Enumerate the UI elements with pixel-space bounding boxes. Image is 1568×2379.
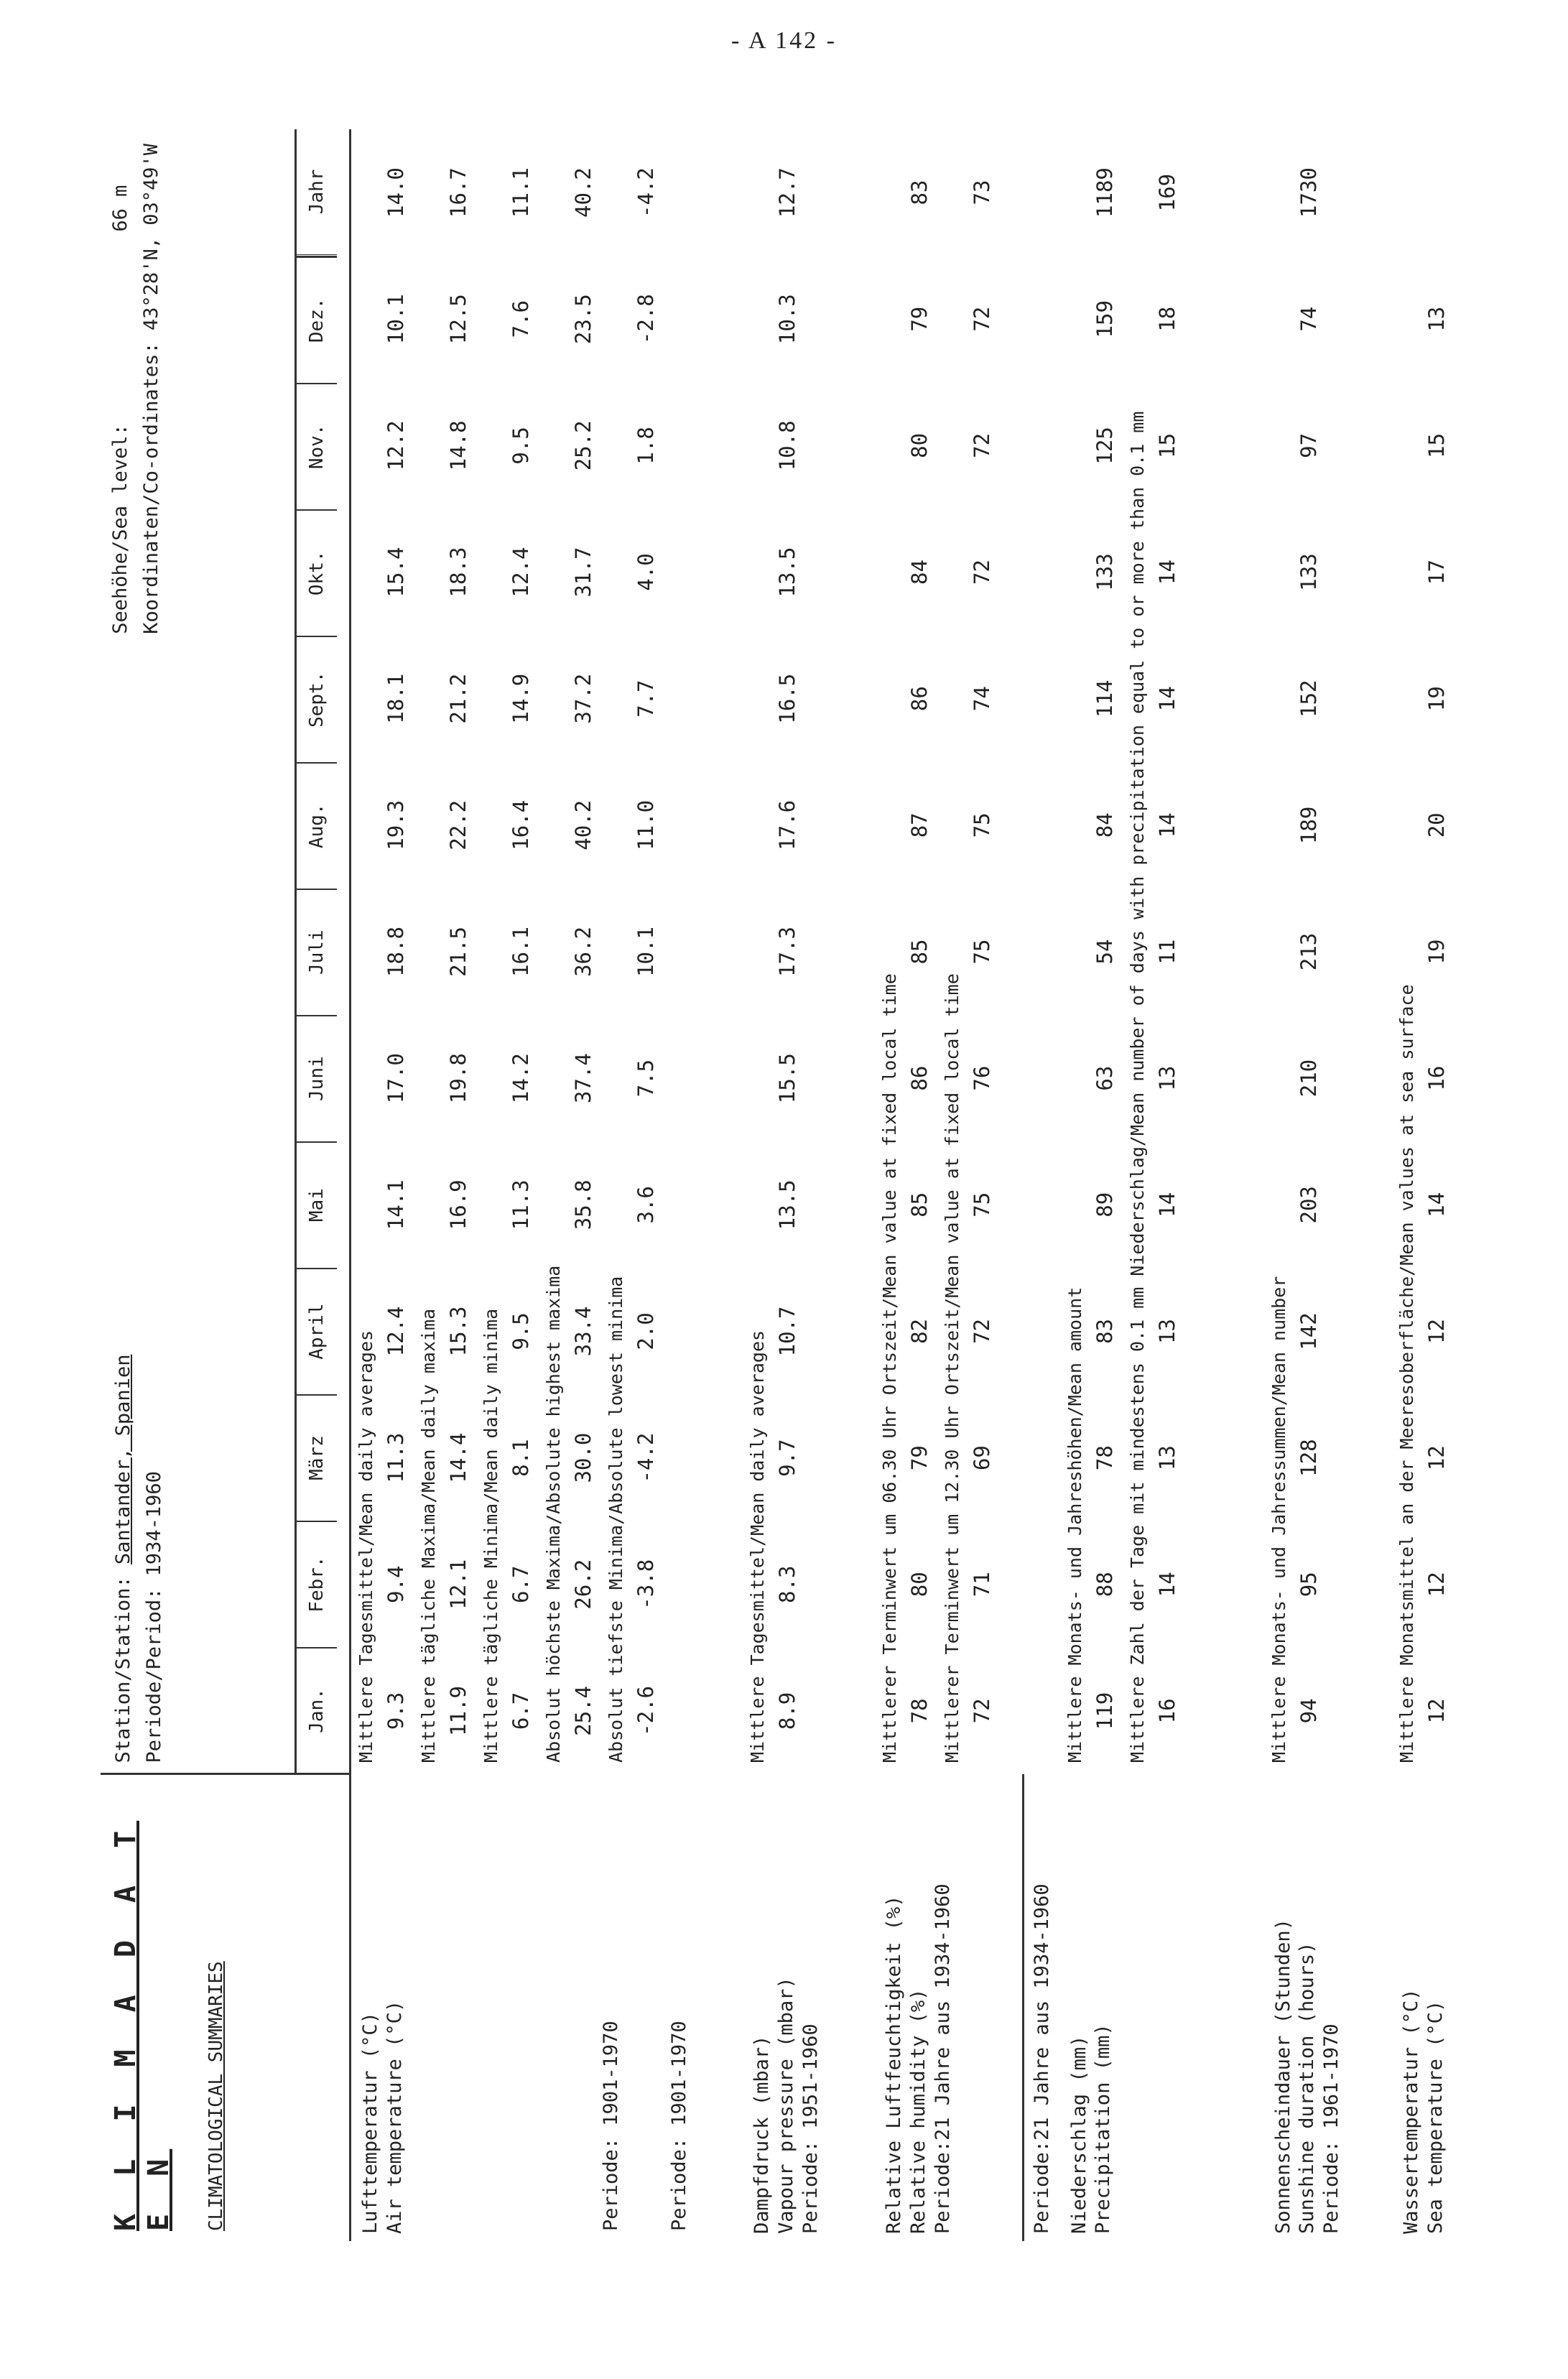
row-values	[628, 129, 664, 1774]
value-cell: 128	[1296, 1439, 1321, 1477]
block-label	[1264, 1774, 1393, 2241]
value-cell: 12.7	[775, 167, 800, 218]
row-description: Mittlere tägliche Maxima/Mean daily maxima	[417, 1308, 439, 1763]
value-cell: 169	[1154, 173, 1179, 212]
value-cell: 1.8	[633, 427, 658, 465]
block-label-line: Periode: 1961-1970	[1320, 2023, 1343, 2234]
value-cell: 16	[1424, 1065, 1449, 1091]
station-label: Station/Station:	[112, 1576, 134, 1763]
location-info	[105, 144, 167, 634]
value-cell: 1189	[1092, 167, 1117, 218]
value-cell: 19.3	[383, 799, 408, 850]
row-values	[1291, 129, 1327, 1774]
value-cell: 114	[1092, 680, 1117, 718]
row-values	[769, 129, 805, 1774]
row-description: Absolut tiefste Minima/Absolute lowest minima	[605, 1276, 626, 1763]
block-label	[1392, 1774, 1490, 2241]
value-cell: 97	[1296, 432, 1321, 458]
value-cell: 16.9	[445, 1179, 470, 1230]
value-cell	[1424, 129, 1449, 256]
value-cell: 20	[1424, 812, 1449, 838]
month-header-cell: März	[297, 1394, 337, 1521]
value-cell: 15	[1154, 432, 1179, 458]
month-header-cell: Mai	[297, 1141, 337, 1268]
value-cell: 13	[1154, 1445, 1179, 1471]
value-cell: 12.1	[445, 1559, 470, 1610]
block-label	[743, 1774, 875, 2241]
value-cell: 73	[970, 180, 995, 205]
month-header-cell: Jahr	[297, 129, 337, 256]
value-cell: 54	[1092, 939, 1117, 965]
value-cell: 12.4	[383, 1306, 408, 1357]
value-cell: 119	[1092, 1692, 1117, 1730]
value-cell: 13.5	[775, 547, 800, 598]
value-cell: 94	[1296, 1698, 1321, 1724]
header-left	[101, 1774, 350, 2241]
block-label-line: Wassertemperatur (°C)	[1400, 1988, 1423, 2234]
value-cell: 19	[1424, 939, 1449, 965]
value-cell: 72	[970, 306, 995, 332]
row-period: Periode: 1901-1970	[599, 2021, 622, 2231]
value-cell: 11.9	[445, 1686, 470, 1736]
value-cell: 63	[1092, 1065, 1117, 1091]
value-cell: 2.0	[633, 1312, 658, 1350]
value-cell: 15.4	[383, 547, 408, 598]
value-cell: 142	[1296, 1312, 1321, 1350]
value-cell: 74	[970, 686, 995, 712]
value-cell: 12	[1424, 1698, 1449, 1724]
value-cell: 17.0	[383, 1053, 408, 1104]
value-cell: 86	[907, 686, 932, 712]
header-right	[101, 129, 350, 1774]
value-cell: 79	[907, 306, 932, 332]
month-header-cell: Nov.	[297, 383, 337, 509]
value-cell: 15.5	[775, 1053, 800, 1104]
row-values	[1087, 129, 1123, 1774]
value-cell: 152	[1296, 680, 1321, 718]
block-values	[1264, 129, 1393, 1774]
block-label	[1060, 1774, 1264, 2241]
block-label-line: Lufttemperatur (°C)	[358, 2012, 381, 2234]
row-values	[1149, 129, 1185, 1774]
value-cell: 11.1	[508, 167, 533, 218]
value-cell: 83	[907, 180, 932, 205]
value-cell: 88	[1092, 1572, 1117, 1597]
block-label-line: Periode: 1951-1960	[799, 2023, 822, 2234]
value-cell: 84	[907, 560, 932, 585]
value-cell: 11.3	[383, 1432, 408, 1483]
sea-level-unit: m	[109, 185, 131, 197]
value-cell: 84	[1092, 812, 1117, 838]
value-cell: 16.5	[775, 673, 800, 724]
value-cell: 31.7	[570, 547, 595, 598]
coordinates-label: Koordinaten/Co-ordinates:	[140, 342, 163, 634]
row-values	[964, 129, 1000, 1774]
value-cell: 9.5	[508, 427, 533, 465]
row-period: Periode: 1901-1970	[667, 2021, 690, 2231]
value-cell: 189	[1296, 806, 1321, 845]
value-cell: 17	[1424, 560, 1449, 585]
value-cell: 11	[1154, 939, 1179, 965]
value-cell: -3.8	[633, 1559, 658, 1610]
row-description: Mittlere Tagesmittel/Mean daily averages	[747, 1330, 769, 1763]
value-cell: 23.5	[570, 294, 595, 345]
block-label-line: Sea temperature (°C)	[1424, 2000, 1447, 2234]
value-cell: 72	[970, 560, 995, 585]
value-cell: 22.2	[445, 799, 470, 850]
block-values	[1060, 129, 1264, 1774]
value-cell: 75	[970, 1192, 995, 1218]
climate-table	[101, 129, 1490, 2241]
value-cell: 10.7	[775, 1306, 800, 1357]
month-header-cell: Aug.	[297, 762, 337, 889]
table-title: K L I M A D A T E N	[109, 1820, 175, 2231]
value-cell: 10.3	[775, 294, 800, 345]
period-label: Periode/Period:	[143, 1587, 166, 1763]
block-values	[875, 129, 1060, 1774]
value-cell: 71	[970, 1572, 995, 1597]
value-cell: 14	[1154, 1192, 1179, 1218]
value-cell: 78	[907, 1698, 932, 1724]
value-cell: 8.1	[508, 1439, 533, 1477]
value-cell: 14.1	[383, 1179, 408, 1230]
value-cell: 11.0	[633, 799, 658, 850]
value-cell: 9.3	[383, 1692, 408, 1730]
block-label-line: Precipitation (mm)	[1092, 2023, 1115, 2234]
row-description: Mittlere Monatsmittel an der Meeresoberfläche/Mean values at sea surface	[1396, 984, 1418, 1763]
sea-level-label: Seehöhe/Sea level:	[109, 424, 131, 634]
value-cell: 18.8	[383, 927, 408, 977]
value-cell: 14.2	[508, 1053, 533, 1104]
value-cell: 14	[1154, 560, 1179, 585]
value-cell: 85	[907, 1192, 932, 1218]
value-cell: 75	[970, 812, 995, 838]
value-cell: 16.4	[508, 799, 533, 850]
month-header-cell: April	[297, 1268, 337, 1394]
row-values	[901, 129, 937, 1774]
value-cell: 7.5	[633, 1059, 658, 1098]
value-cell: 40.2	[570, 167, 595, 218]
value-cell: 6.7	[508, 1692, 533, 1730]
row-description: Mittlere tägliche Minima/Mean daily minima	[480, 1308, 501, 1763]
row-description: Mittlere Tagesmittel/Mean daily averages	[355, 1330, 376, 1763]
block-label-line: Sonnenscheindauer (Stunden)	[1271, 1919, 1294, 2234]
value-cell: 76	[970, 1065, 995, 1091]
value-cell: -4.2	[633, 167, 658, 218]
value-cell: 3.6	[633, 1186, 658, 1224]
value-cell: 82	[907, 1319, 932, 1344]
value-cell: 14	[1154, 686, 1179, 712]
value-cell: 37.2	[570, 673, 595, 724]
row-values	[565, 129, 601, 1774]
page-number: - A 142 -	[731, 27, 837, 54]
value-cell: 210	[1296, 1059, 1321, 1098]
value-cell: 133	[1296, 553, 1321, 591]
value-cell: 30.0	[570, 1432, 595, 1483]
value-cell: 13	[1154, 1319, 1179, 1344]
value-cell: 25.4	[570, 1686, 595, 1736]
value-cell: 13	[1424, 306, 1449, 332]
value-cell: 72	[970, 1319, 995, 1344]
sea-level-value: 66	[109, 208, 131, 232]
value-cell: 40.2	[570, 799, 595, 850]
value-cell: 74	[1296, 306, 1321, 332]
value-cell: 10.1	[633, 927, 658, 977]
value-cell: 78	[1092, 1445, 1117, 1471]
value-cell: 10.8	[775, 420, 800, 471]
value-cell: 15.3	[445, 1306, 470, 1357]
value-cell: 16	[1154, 1698, 1179, 1724]
value-cell: 72	[970, 432, 995, 458]
value-cell: 12	[1424, 1319, 1449, 1344]
block-label-line: Air temperature (°C)	[383, 2000, 406, 2234]
value-cell: 87	[907, 812, 932, 838]
block-values	[1392, 129, 1490, 1774]
value-cell: 6.7	[508, 1565, 533, 1603]
month-header-cell: Juli	[297, 889, 337, 1015]
month-header-cell: Okt.	[297, 509, 337, 636]
value-cell: 9.5	[508, 1312, 533, 1350]
row-description: Absolut höchste Maxima/Absolute highest maxima	[542, 1265, 564, 1763]
coordinates-value: 43°28'N, 03°49'W	[140, 144, 163, 331]
value-cell: 89	[1092, 1192, 1117, 1218]
block-label-line: Vapour pressure (mbar)	[774, 1977, 797, 2234]
climate-sheet	[101, 129, 1490, 2241]
month-header-cell: Sept.	[297, 636, 337, 762]
station-name: Santander, Spanien	[112, 1354, 134, 1565]
value-cell: 80	[907, 1572, 932, 1597]
month-header-cell: Febr.	[297, 1521, 337, 1647]
value-cell: 75	[970, 939, 995, 965]
value-cell: 14	[1424, 1192, 1449, 1218]
value-cell: 8.3	[775, 1565, 800, 1603]
value-cell: 9.7	[775, 1439, 800, 1477]
month-header	[294, 129, 337, 1773]
block-label	[875, 1774, 1060, 2241]
value-cell: 19	[1424, 686, 1449, 712]
value-cell: 21.5	[445, 927, 470, 977]
value-cell: 4.0	[633, 553, 658, 591]
block-label-line: Dampfdruck (mbar)	[751, 2035, 774, 2234]
row-values	[378, 129, 414, 1774]
period-value: 1934-1960	[143, 1471, 166, 1577]
value-cell: 33.4	[570, 1306, 595, 1357]
row-description: Mittlere Zahl der Tage mit mindestens 0.1 mm Niederschlag/Mean number of days with precipitation equal to or more than 0.1 mm	[1126, 411, 1148, 1763]
value-cell: 14.4	[445, 1432, 470, 1483]
value-cell: 14	[1154, 1572, 1179, 1597]
value-cell: 1730	[1296, 167, 1321, 218]
block-label-line: Niederschlag (mm)	[1067, 2035, 1090, 2234]
value-cell: 15	[1424, 432, 1449, 458]
block-label-line: Sunshine duration (hours)	[1296, 1942, 1319, 2234]
rotated-table	[101, 129, 1490, 2241]
month-header-cell: Juni	[297, 1015, 337, 1141]
value-cell: 12	[1424, 1445, 1449, 1471]
value-cell: 18	[1154, 306, 1179, 332]
value-cell: 16.7	[445, 167, 470, 218]
value-cell: 72	[970, 1698, 995, 1724]
month-header-cell: Dez.	[297, 256, 337, 383]
table-subtitle: CLIMATOLOGICAL SUMMARIES	[205, 1961, 227, 2231]
value-cell: 21.2	[445, 673, 470, 724]
value-cell: 12.2	[383, 420, 408, 471]
value-cell: 35.8	[570, 1179, 595, 1230]
value-cell: 69	[970, 1445, 995, 1471]
value-cell: 11.3	[508, 1179, 533, 1230]
value-cell: 7.6	[508, 300, 533, 338]
value-cell: -4.2	[633, 1432, 658, 1483]
block-label-line: Relative Luftfeuchtigkeit (%)	[883, 1895, 906, 2234]
row-values	[440, 129, 476, 1774]
value-cell: 9.4	[383, 1565, 408, 1603]
value-cell: 213	[1296, 932, 1321, 971]
value-cell: 14.8	[445, 420, 470, 471]
value-cell: 16.1	[508, 927, 533, 977]
value-cell: 95	[1296, 1572, 1321, 1597]
value-cell: 37.4	[570, 1053, 595, 1104]
value-cell: 12	[1424, 1572, 1449, 1597]
row-description: Mittlere Monats- und Jahreshöhen/Mean amount	[1064, 1286, 1085, 1763]
block-label-line: Relative humidity (%)	[906, 1988, 929, 2234]
row-description: Mittlerer Terminwert um 06.30 Uhr Ortszeit/Mean value at fixed local time	[879, 973, 901, 1763]
value-cell: 17.3	[775, 927, 800, 977]
row-values	[1419, 129, 1455, 1774]
value-cell: 14	[1154, 812, 1179, 838]
value-cell: 14.9	[508, 673, 533, 724]
value-cell: 85	[907, 939, 932, 965]
block-values	[743, 129, 875, 1774]
value-cell: 80	[907, 432, 932, 458]
value-cell: 12.4	[508, 547, 533, 598]
block-label	[350, 1774, 743, 2241]
block-label-line: Periode:21 Jahre aus 1934-1960	[931, 1883, 954, 2234]
value-cell: 17.6	[775, 799, 800, 850]
value-cell: 159	[1092, 300, 1117, 338]
value-cell: 10.1	[383, 294, 408, 345]
block-values	[350, 129, 743, 1774]
value-cell: 13	[1154, 1065, 1179, 1091]
value-cell: 125	[1092, 427, 1117, 465]
value-cell: 13.5	[775, 1179, 800, 1230]
month-header-cell: Jan.	[297, 1647, 337, 1773]
row-values	[503, 129, 539, 1774]
value-cell: 26.2	[570, 1559, 595, 1610]
value-cell: 86	[907, 1065, 932, 1091]
value-cell: 83	[1092, 1319, 1117, 1344]
value-cell: 12.5	[445, 294, 470, 345]
value-cell: 36.2	[570, 927, 595, 977]
value-cell: 14.0	[383, 167, 408, 218]
value-cell: -2.6	[633, 1686, 658, 1736]
value-cell: 8.9	[775, 1692, 800, 1730]
row-description: Mittlere Monats- und Jahressummen/Mean number	[1268, 1276, 1289, 1763]
value-cell: 203	[1296, 1186, 1321, 1224]
value-cell: 18.3	[445, 547, 470, 598]
row-description: Mittlerer Terminwert um 12.30 Uhr Ortszeit/Mean value at fixed local time	[942, 973, 963, 1763]
value-cell: 133	[1092, 553, 1117, 591]
value-cell: 19.8	[445, 1053, 470, 1104]
value-cell: 18.1	[383, 673, 408, 724]
row-period: Periode:21 Jahre aus 1934-1960	[1022, 1774, 1060, 2241]
value-cell: 79	[907, 1445, 932, 1471]
value-cell: 25.2	[570, 420, 595, 471]
value-cell: -2.8	[633, 294, 658, 345]
value-cell: 7.7	[633, 680, 658, 718]
